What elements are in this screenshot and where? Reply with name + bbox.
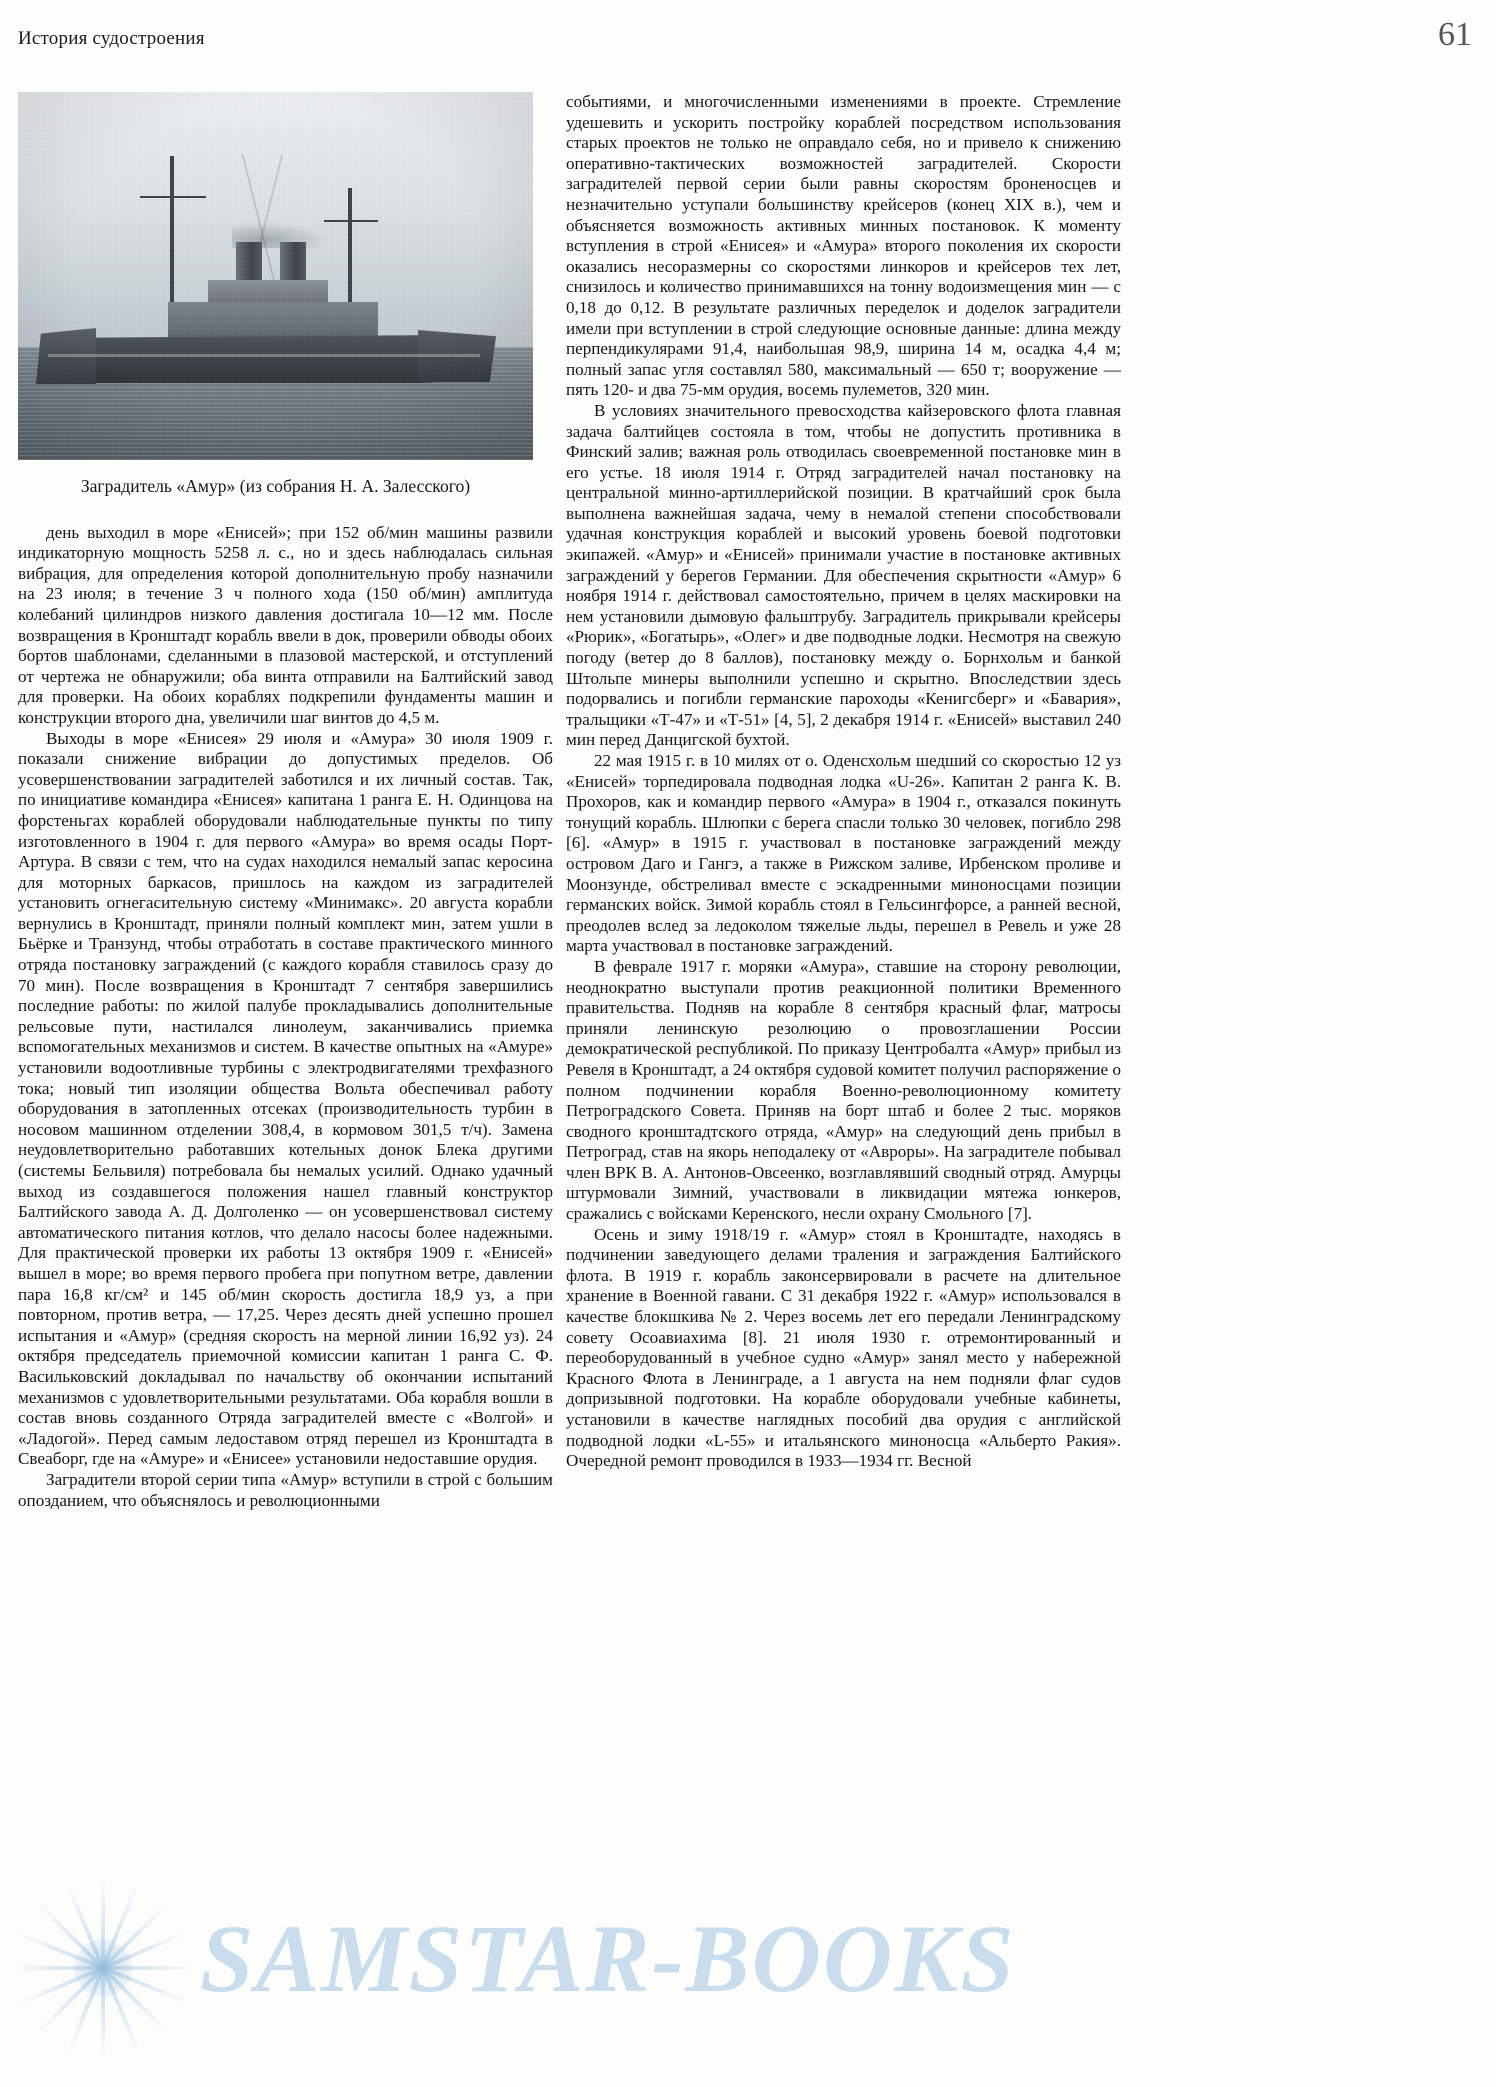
watermark-text: SAMSTAR-BOOKS <box>200 1905 1016 2012</box>
paragraph: В феврале 1917 г. моряки «Амура», ставшие на сторону революции, неоднократно выступали против реакционной политики Временного правительства. Подняв на корабле 8 сентября красный флаг, матросы приняли ленинскую резолюцию о провозглашении России демократической республикой. По приказу Центробалта «Амур» прибыл из Ревеля в Кронштадт, а 24 октября судовой комитет получил распоряжение о полном подчинении корабля Военно-революционному комитету Петроградского Совета. Приняв на борт штаб и более 2 тыс. моряков сводного кронштадтского отряда, «Амур» на следующий день прибыл в Петроград, став на якорь неподалеку от «Авроры». На заградителе побывал член ВРК В. А. Антонов-Овсеенко, возглавлявший сводный отряд. Амурцы штурмовали Зимний, участвовали в ликвидации мятежа юнкеров, сражались с войсками Керенского, несли охрану Смольного [7]. <box>566 956 1121 1224</box>
page-header <box>18 16 1472 62</box>
paragraph: Выходы в море «Енисея» 29 июля и «Амура» 30 июля 1909 г. показали снижение вибрации до допустимых пределов. Об усовершенствовании заградителей заботился и их личный состав. Так, по инициативе командира «Енисея» капитана 1 ранга Е. Н. Одинцова на форстеньгах кораблей оборудовали наблюдательные пункты по типу изготовленного в 1904 г. для первого «Амура» во время осады Порт-Артура. В связи с тем, что на судах находился немалый запас керосина для моторных баркасов, пришлось на каждом из заградителей установить огнегасительную систему «Минимакс». 20 августа корабли вернулись в Кронштадт, приняли полный комплект мин, затем ушли в Бьёрке и Транзунд, чтобы отработать в составе практического минного отряда постановку заграждений (с каждого корабля ставилось сразу до 70 мин). После возвращения в Кронштадт 7 сентября завершились последние работы: по жилой палубе прокладывались дополнительные рельсовые пути, настилался линолеум, заканчивались приемка вспомогательных механизмов и систем. В качестве опытных на «Амуре» установили водоотливные турбины с электродвигателями трехфазного тока; новый тип изоляции общества Вольта обеспечивал работу оборудования в затопленных отсеках (производительность турбин в носовом машинном отделении 308,4, в кормовом 301,5 т/ч). Замена неудовлетворительно работавших котельных донок Блека другими (системы Бельвиля) потребовала бы немалых усилий. Однако удачный выход из создавшегося положения нашел главный конструктор Балтийского завода А. Д. Долголенко — он усовершенствовал систему автоматического питания котлов, что делало насосы более надежными. Для практической проверки их работы 13 октября 1909 г. «Енисей» вышел в море; во время первого пробега при попутном ветре, давлении пара 16,8 кг/см² и 145 об/мин скорость достигла 18,9 уз, а при повторном, против ветра, — 17,25. Через десять дней успешно прошел испытания и «Амур» (средняя скорость на мерной линии 16,92 уз). 24 октября председатель приемочной комиссии капитан 1 ранга С. Ф. Васильковский докладывал по начальству об окончании испытаний механизмов с удовлетворительными результатами. Оба корабля вошли в состав вновь созданного Отряда заградителей вместе с «Волгой» и «Ладогой». Перед самым ледоставом отряд перешел из Кронштадта в Свеаборг, где на «Амуре» и «Енисее» установили недоставшие орудия. <box>18 728 553 1469</box>
paragraph: В условиях значительного превосходства кайзеровского флота главная задача балтийцев состояла в том, чтобы не допустить противника в Финский залив; важная роль отводилась своевременной постановке мин в его устье. 18 июля 1914 г. Отряд заградителей начал постановку на центральной минно-артиллерийской позиции. В кратчайший срок была выполнена важнейшая задача, чему в немалой степени способствовали удачная конструкция кораблей и высокий уровень боевой подготовки экипажей. «Амур» и «Енисей» принимали участие в постановке активных заграждений у берегов Германии. Для обеспечения скрытности «Амур» 6 ноября 1914 г. действовал самостоятельно, причем в целях маскировки на нем установили дымовую фальштрубу. Заградитель прикрывали крейсеры «Рюрик», «Богатырь», «Олег» и две подводные лодки. Несмотря на свежую погоду (ветер до 8 баллов), постановку между о. Борнхольм и банкой Штольпе минеры выполнили успешно и скрытно. Впоследствии здесь подорвались и погибли германские пароходы «Кенигсберг» и «Бавария», тральщики «Т-47» и «Т-51» [4, 5], 2 декабря 1914 г. «Енисей» выставил 240 мин перед Данцигской бухтой. <box>566 400 1121 750</box>
paragraph: Заградители второй серии типа «Амур» вступили в строй с большим опозданием, что объяснялось и революционными <box>18 1469 553 1510</box>
photo-amur <box>18 92 533 460</box>
star-burst-icon <box>10 1875 196 2061</box>
paragraph: день выходил в море «Енисей»; при 152 об/мин машины развили индикаторную мощность 5258 л. с., но и здесь наблюдалась сильная вибрация, для определения которой дополнительную пробу назначили на 23 июля; в течение 3 ч полного хода (150 об/мин) амплитуда колебаний цилиндров низкого давления достигала 10—12 мм. После возвращения в Кронштадт корабль ввели в док, проверили обводы обоих бортов шаблонами, сделанными в плазовой мастерской, и отступлений от чертежа не обнаружили; оба винта отправили на Балтийский завод для проверки. На обоих кораблях подкрепили фундаменты машин и конструкции второго дна, увеличили шаг винтов до 4,5 м. <box>18 522 553 727</box>
left-body-text <box>18 523 553 1512</box>
photo-vignette <box>18 92 533 460</box>
paragraph: Осень и зиму 1918/19 г. «Амур» стоял в Кронштадте, находясь в подчинении заведующего делами траления и заграждения Балтийского флота. В 1919 г. корабль законсервировали в расчете на длительное хранение в Военной гавани. С 31 декабря 1922 г. «Амур» использовался в качестве блокшкива № 2. Через восемь лет его передали Ленинградскому совету Осоавиахима [8]. 21 июля 1930 г. отремонтированный и переоборудованный в учебное судно «Амур» занял место у набережной Красного Флота в Ленинграде, а 1 августа на нем подняли флаг судов допризывной подготовки. На корабле оборудовали учебные кабинеты, установили в качестве наглядных пособий два орудия с английской подводной лодки «L-55» и итальянского миноносца «Альберто Ракия». Очередной ремонт проводился в 1933—1934 гг. Весной <box>566 1224 1121 1471</box>
figure-caption: Заградитель «Амур» (из собрания Н. А. Залесского) <box>80 476 471 496</box>
page-number: 61 <box>1438 16 1472 53</box>
running-head-title: История судостроения <box>18 28 205 49</box>
left-column <box>18 92 553 1511</box>
right-column <box>566 92 1121 1472</box>
paragraph: событиями, и многочисленными изменениями в проекте. Стремление удешевить и ускорить постройку кораблей посредством использования старых проектов не только не оправдало себя, но и привело к снижению оперативно-тактических возможностей заградителей. Скорости заградителей первой серии были равны скоростям броненосцев и незначительно уступали большинству крейсеров (конец XIX в.), чем и объясняется возможность активных минных постановок. К моменту вступления в строй «Енисея» и «Амура» второго поколения их скорости оказались несоразмерны со скоростями линкоров и крейсеров тех лет, снизилось и количество принимавшихся на тонну водоизмещения мин — с 0,18 до 0,12. В результате различных переделок и доделок заградители имели при вступлении в строй следующие основные данные: длина между перпендикулярами 91,4, наибольшая 98,9, ширина 14 м, осадка 4,4 м; полный запас угля составлял 580, максимальный — 650 т; вооружение — пять 120- и два 75-мм орудия, восемь пулеметов, 320 мин. <box>566 92 1121 400</box>
figure-block <box>18 92 533 497</box>
watermark <box>10 1841 1210 2071</box>
paragraph: 22 мая 1915 г. в 10 милях от о. Оденсхольм шедший со скоростью 12 уз «Енисей» торпедировала подводная лодка «U-26». Капитан 2 ранга К. В. Прохоров, как и командир первого «Амура» в 1904 г., отказался покинуть тонущий корабль. Шлюпки с берега спасли только 30 человек, погибло 298 [6]. «Амур» в 1915 г. участвовал в постановке заграждений между островом Даго и Гангэ, а также в Рижском заливе, Ирбенском проливе и Моонзунде, обстреливал вместе с эскадренными миноносцами позиции германских войск. Зимой корабль стоял в Гельсингфорсе, а ранней весной, преодолев вслед за ледоколом тяжелые льды, перешел в Ревель и уже 28 марта участвовал в постановке заграждений. <box>566 751 1121 956</box>
